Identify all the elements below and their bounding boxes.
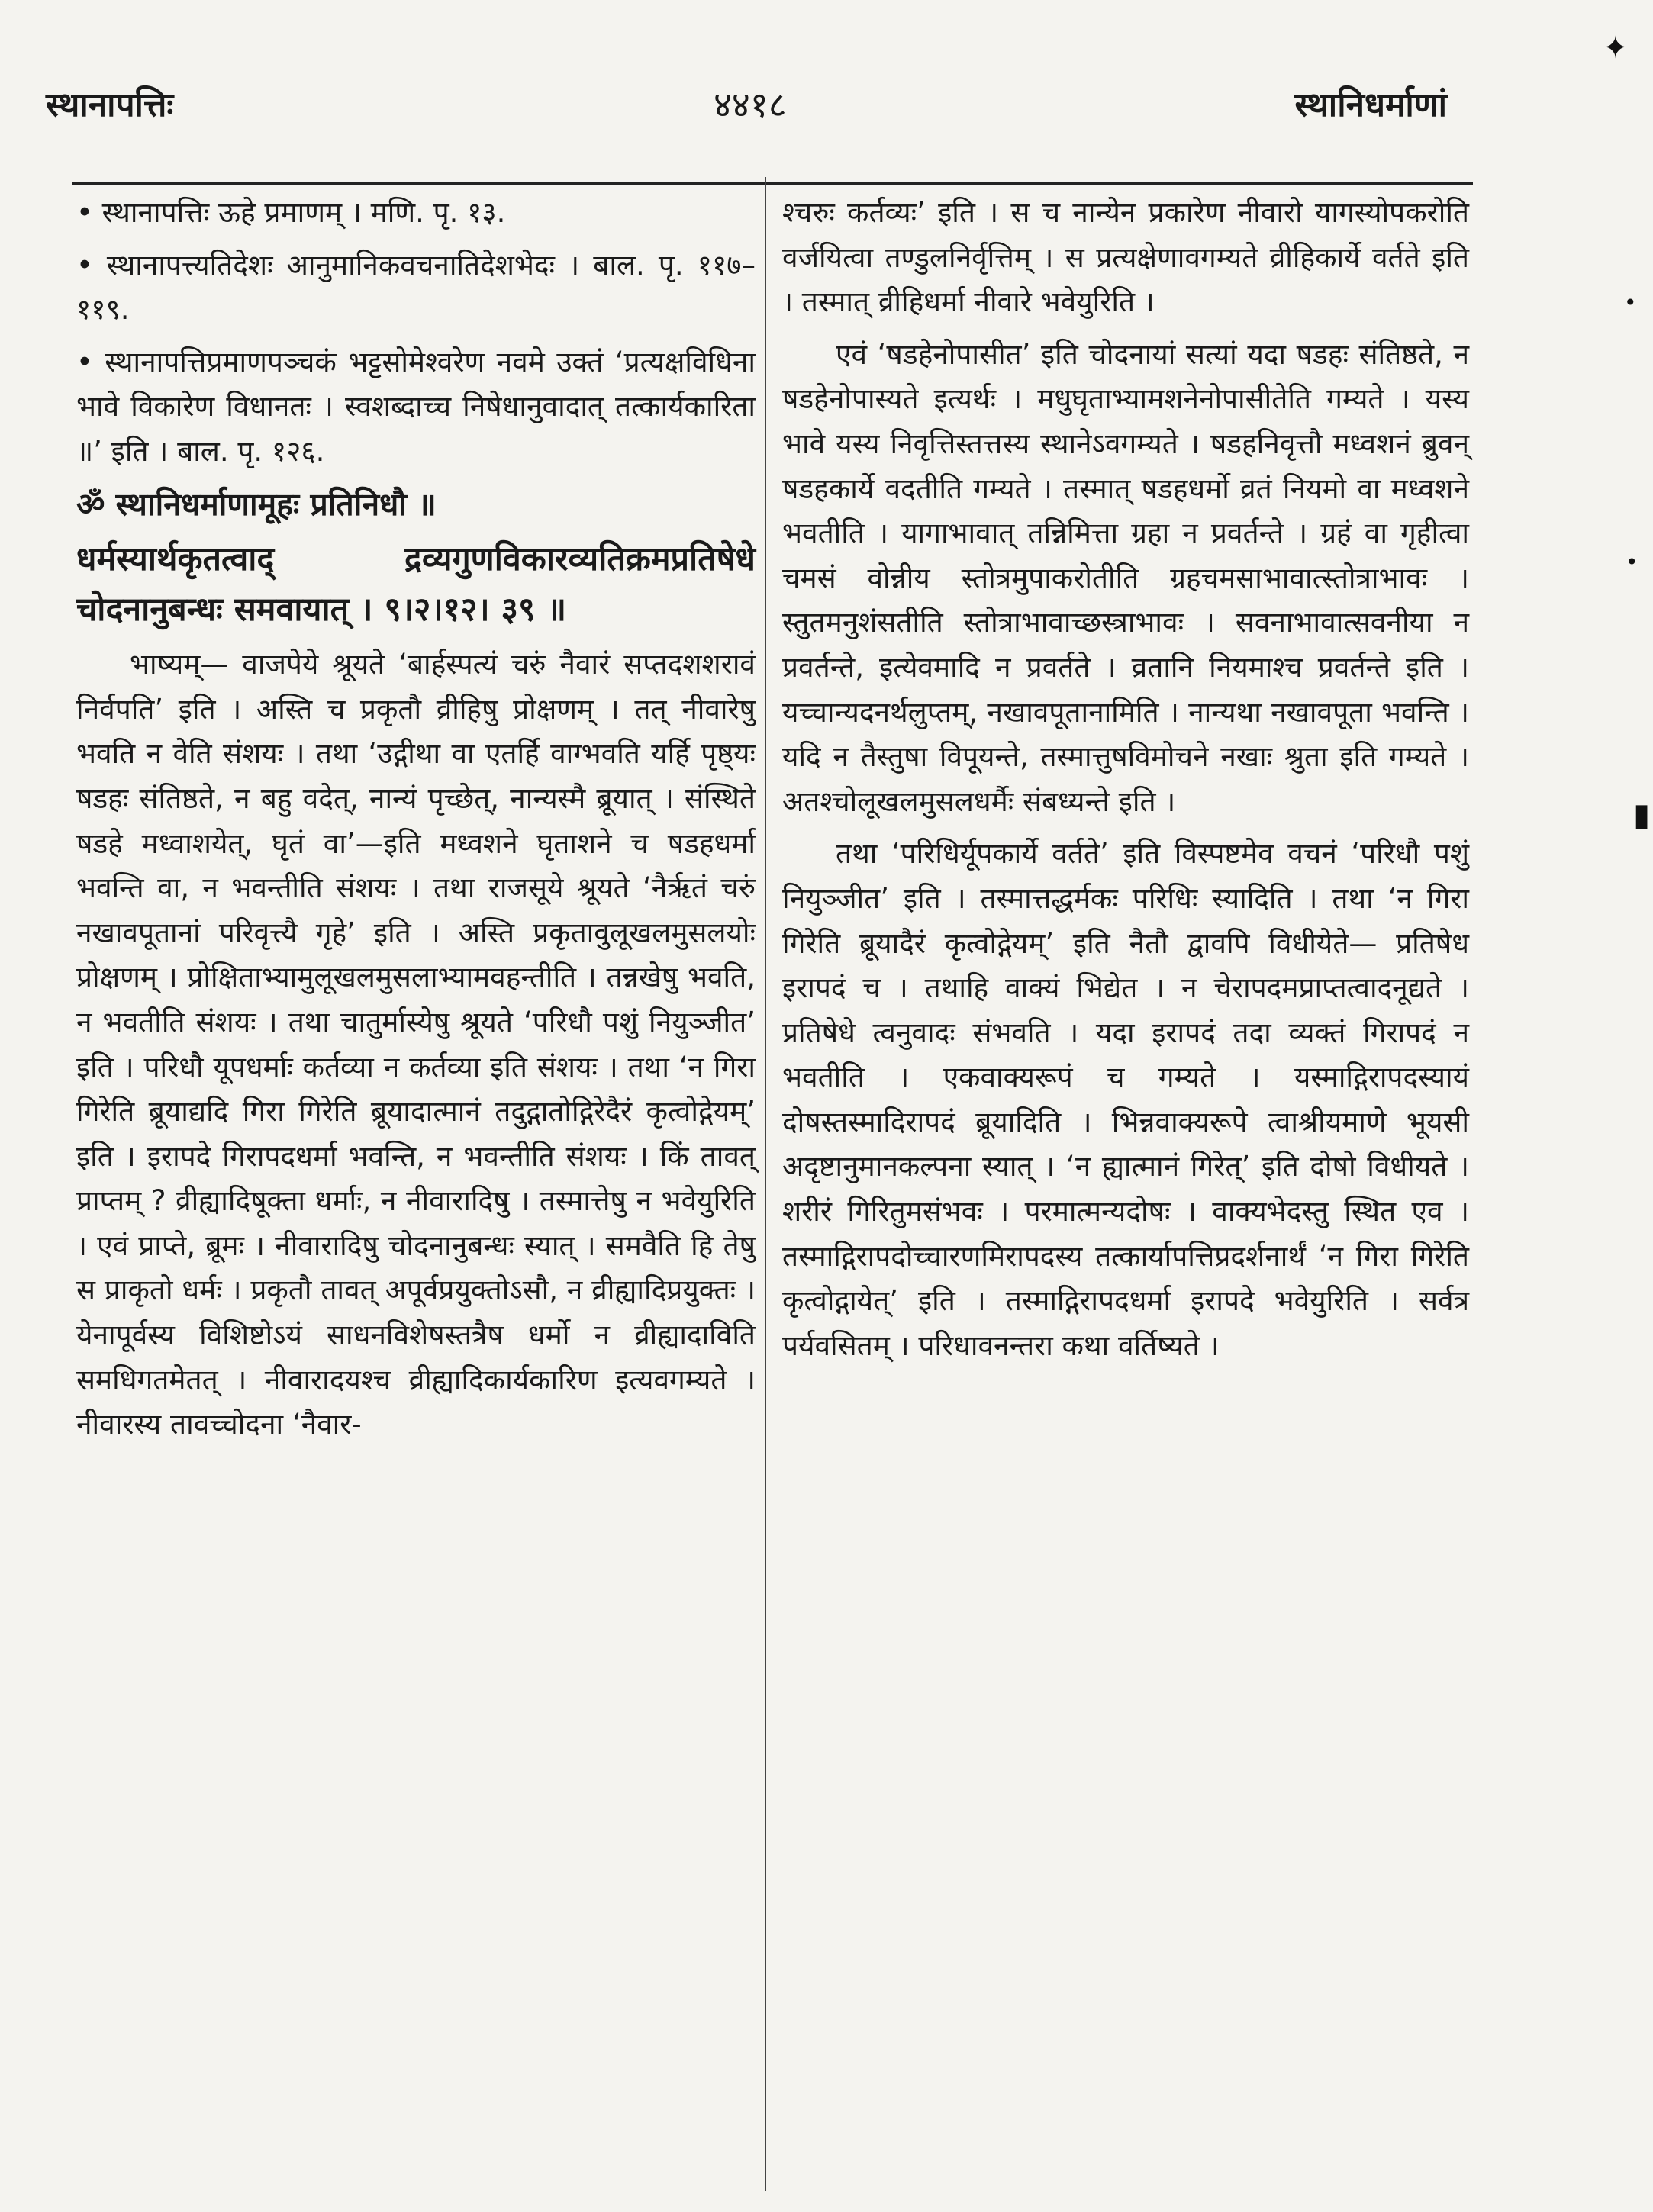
right-column xyxy=(782,191,1469,1376)
scan-margin-mark: ▮ xyxy=(1633,797,1651,832)
entry-atidesha: • स्थानापत्त्यतिदेशः आनुमानिकवचनातिदेशभेदः । बाल. पृ. ११७–११९. xyxy=(76,248,756,327)
scan-margin-mark: • xyxy=(1624,290,1637,315)
bhashya-paridhi-paragraph: तथा ‘परिधिर्यूपकार्ये वर्तते’ इति विस्पष्टमेव वचनं ‘परिधौ पशुं नियुञ्जीत’ इति । तस्मात्तद्धर्मकः परिधिः स्यादिति । तथा ‘न गिरा गिरेति ब्रूयादैरं कृत्वोद्गेयम्’ इति नैतौ द्वावपि विधीयेते— प्रतिषेध इरापदं च । तथाहि वाक्यं भिद्येत । न चेरापदमप्राप्तत्वादनूद्यते । प्रतिषेधे त्वनुवादः संभवति । यदा इरापदं तदा व्यक्तं गिरापदं न भवतीति । एकवाक्यरूपं च गम्यते । यस्माद्गिरापदस्यायं दोषस्तस्मादिरापदं ब्रूयादिति । भिन्नवाक्यरूपे त्वाश्रीयमाणे भूयसी अदृष्टानुमानकल्पना स्यात् । ‘न ह्यात्मानं गिरेत्’ इति दोषो विधीयते । शरीरं गिरितुमसंभवः । परमात्मन्यदोषः । वाक्यभेदस्तु स्थित एव । तस्माद्गिरापदोच्चारणमिरापदस्य तत्कार्यापत्तिप्रदर्शनार्थं ‘न गिरा गिरेति कृत्वोद्गायेत्’ इति । तस्माद्गिरापदधर्मा इरापदे भवेयुरिति । सर्वत्र पर्यवसितम् । परिधावनन्तरा कथा वर्तिष्यते । xyxy=(782,837,1469,1362)
bhashya-shadaha-paragraph: एवं ‘षडहेनोपासीत’ इति चोदनायां सत्यां यदा षडहः संतिष्ठते, न षडहेनोपास्यते इत्यर्थः । मधुघृताभ्यामशनेनोपासीतेति गम्यते । यस्य भावे यस्य निवृत्तिस्तत्तस्य स्थानेऽवगम्यते । षडहनिवृत्तौ मध्वशनं ब्रुवन् षडहकार्ये वदतीति गम्यते । तस्मात् षडहधर्मो व्रतं नियमो वा मध्वशने भवतीति । यागाभावात् तन्निमित्ता ग्रहा न प्रवर्तन्ते । ग्रहं वा गृहीत्वा चमसं वोन्नीय स्तोत्रमुपाकरोतीति ग्रहचमसाभावात्स्तोत्राभावः । स्तुतमनुशंसतीति स्तोत्राभावाच्छस्त्राभावः । सवनाभावात्सवनीया न प्रवर्तन्ते, इत्येवमादि न प्रवर्तते । व्रतानि नियमाश्च प्रवर्तन्ते इति । यच्चान्यदनर्थलुप्तम्, नखावपूतानामिति । नान्यथा नखावपूता भवन्ति । यदि न तैस्तुषा विपूयन्ते, तस्मात्तुषविमोचने नखाः श्रुता इति गम्यते । अतश्चोलूखलमुसलधर्मैः संबध्यन्ते इति । xyxy=(782,337,1469,818)
running-header-left: स्थानापत्तिः xyxy=(46,85,174,124)
adhikarana-heading: ॐ स्थानिधर्माणामूहः प्रतिनिधौ ॥ xyxy=(76,485,437,523)
entry-sthanapatti: • स्थानापत्तिः ऊहे प्रमाणम् । मणि. पृ. १३. xyxy=(76,196,506,229)
left-column xyxy=(76,191,756,1455)
page-number: ४४१८ xyxy=(714,84,787,125)
sutra-text: धर्मस्यार्थकृतत्वाद् द्रव्यगुणविकारव्यतिक्रमप्रतिषेधे चोदनानुबन्धः समवायात् । ९।२।१२। ३९ ॥ xyxy=(76,540,756,629)
scan-margin-mark: ✦ xyxy=(1603,31,1629,66)
scan-margin-mark: • xyxy=(1626,549,1638,575)
entry-pramana-panchaka: • स्थानापत्तिप्रमाणपञ्चकं भट्टसोमेश्वरेण नवमे उक्तं ‘प्रत्यक्षविधिना भावे विकारेण विधानतः । स्वशब्दाच्च निषेधानुवादात् तत्कार्यकारिता ॥’ इति । बाल. पृ. १२६. xyxy=(76,345,756,468)
column-divider xyxy=(765,177,766,2191)
header-rule xyxy=(72,182,1473,185)
bhashya-paragraph: भाष्यम्— वाजपेये श्रूयते ‘बार्हस्पत्यं चरुं नैवारं सप्तदशशरावं निर्वपति’ इति । अस्ति च प्रकृतौ व्रीहिषु प्रोक्षणम् । तत् नीवारेषु भवति न वेति संशयः । तथा ‘उद्गीथा वा एतर्हि वाग्भवति यर्हि पृष्ठ्यः षडहः संतिष्ठते, न बहु वदेत्, नान्यं पृच्छेत्, नान्यस्मै ब्रूयात् । संस्थिते षडहे मध्वाशयेत्, घृतं वा’—इति मध्वशने घृताशने च षडहधर्मा भवन्ति वा, न भवन्तीति संशयः । तथा राजसूये श्रूयते ‘नैर्ऋतं चरुं नखावपूतानां परिवृत्त्यै गृहे’ इति । अस्ति प्रकृतावुलूखलमुसलयोः प्रोक्षणम् । प्रोक्षिताभ्यामुलूखलमुसलाभ्यामवहन्तीति । तन्नखेषु भवति, न भवतीति संशयः । तथा चातुर्मास्येषु श्रूयते ‘परिधौ पशुं नियुञ्जीत’ इति । परिधौ यूपधर्माः कर्तव्या न कर्तव्या इति संशयः । तथा ‘न गिरा गिरेति ब्रूयाद्यदि गिरा गिरेति ब्रूयादात्मानं तदुद्गातोद्गिरेदैरं कृत्वोद्गेयम्’ इति । इरापदे गिरापदधर्मा भवन्ति, न भवन्तीति संशयः । किं तावत् प्राप्तम् ? व्रीह्यादिषूक्ता धर्माः, न नीवारादिषु । तस्मात्तेषु न भवेयुरिति । एवं प्राप्ते, ब्रूमः । नीवारादिषु चोदनानुबन्धः स्यात् । समवैति हि तेषु स प्राकृतो धर्मः । प्रकृतौ तावत् अपूर्वप्रयुक्तोऽसौ, न व्रीह्यादिप्रयुक्तः । येनापूर्वस्य विशिष्टोऽयं साधनविशेषस्तत्रैष धर्मो न व्रीह्यादाविति समधिगतमेतत् । नीवारादयश्च व्रीह्यादिकार्यकारिण इत्यवगम्यते । नीवारस्य तावच्चोदना ‘नैवार- xyxy=(76,648,756,1441)
bhashya-continuation: श्चरुः कर्तव्यः’ इति । स च नान्येन प्रकारेण नीवारो यागस्योपकरोति वर्जयित्वा तण्डुलनिर्वृत्तिम् । स प्रत्यक्षेणावगम्यते व्रीहिकार्ये वर्तते इति । तस्मात् व्रीहिधर्मा नीवारे भवेयुरिति । xyxy=(782,196,1469,319)
running-header-right: स्थानिधर्माणां xyxy=(1294,85,1447,124)
